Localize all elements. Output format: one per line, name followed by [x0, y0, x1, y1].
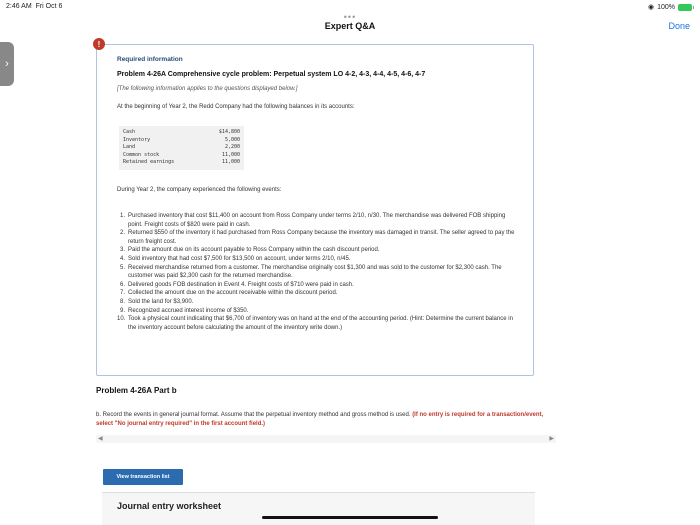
- problem-title: Problem 4-26A Comprehensive cycle problem: Perpetual system LO 4-2, 4-3, 4-4, 4-5, 4-6, 4-7: [117, 71, 426, 78]
- part-b-instruction: b. Record the events in general journal format. Assume that the perpetual inventory method and gross method is used. (If no entry is required for a transaction/event, select "No journal entry required" in the first account field.): [96, 412, 544, 427]
- list-item: 8. Sold the land for $3,900.: [119, 298, 194, 305]
- table-row: Land 2,200: [123, 144, 240, 150]
- done-button[interactable]: Done: [668, 21, 690, 31]
- horizontal-scrollbar[interactable]: [96, 435, 556, 443]
- scroll-left-icon[interactable]: ◀: [98, 436, 103, 442]
- part-b-heading: Problem 4-26A Part b: [96, 386, 177, 395]
- wifi-icon: ◉: [647, 4, 655, 11]
- table-row: Cash $14,800: [123, 129, 240, 135]
- chevron-right-icon: ›: [5, 58, 9, 70]
- worksheet-title: Journal entry worksheet: [117, 501, 222, 511]
- beginning-text: At the beginning of Year 2, the Redd Company had the following balances in its accounts:: [117, 104, 355, 110]
- status-time: 2:46 AM Fri Oct 6: [6, 3, 63, 10]
- list-item: 7. Collected the amount due on the account receivable within the discount period.: [119, 290, 338, 297]
- events-list: [117, 212, 517, 332]
- table-row: Retained earnings 11,000: [123, 159, 240, 165]
- required-info-heading: Required information: [117, 56, 183, 63]
- list-item: 5. Received merchandise returned from a customer. The merchandise originally cost $1,300 and was sold to the customer for $2,300 cash. The customer was paid $2,300 cash for the returned merchandise.: [119, 264, 502, 280]
- list-item: 3. Paid the amount due on its account payable to Ross Company within the cash discount period.: [119, 247, 380, 254]
- multitask-dots[interactable]: •••: [343, 12, 357, 22]
- info-note: [The following information applies to the questions displayed below.]: [117, 86, 298, 92]
- battery-icon: [678, 4, 692, 11]
- list-item: 9. Recognized accrued interest income of $350.: [119, 307, 249, 314]
- list-item: 10. Took a physical count indicating that $6,700 of inventory was on hand at the end of the accounting period. (Hint: Determine the current balance in the inventory account before calculating the amount of the inventory write down.): [117, 316, 513, 331]
- view-transaction-list-button[interactable]: View transaction list: [103, 469, 183, 485]
- list-item: 4. Sold inventory that had cost $7,500 for $13,500 on account, under terms 2/10, n/45.: [119, 255, 351, 262]
- table-row: Inventory 5,000: [123, 136, 240, 143]
- page-title: Expert Q&A: [324, 21, 376, 31]
- instruction-warning: (If no entry is required for a transaction/event, select "No journal entry required" in the first account field.): [96, 412, 544, 427]
- list-item: 1. Purchased inventory that cost $11,400 on account from Ross Company under terms 2/10, n/30. The merchandise was delivered FOB shipping point. Freight costs of $820 were paid in cash.: [119, 213, 506, 228]
- balances-table: [119, 126, 244, 170]
- table-row: Common stock 11,000: [123, 151, 240, 158]
- battery-percent: 100%: [657, 3, 675, 11]
- during-text: During Year 2, the company experienced the following events:: [117, 187, 282, 193]
- list-item: 2. Returned $550 of the inventory it had purchased from Ross Company because the inventory was damaged in transit. The seller agreed to pay the return freight cost.: [119, 230, 515, 245]
- home-indicator[interactable]: [262, 516, 438, 519]
- alert-icon: !: [93, 38, 105, 50]
- list-item: 6. Delivered goods FOB destination in Event 4. Freight costs of $710 were paid in cash.: [119, 281, 354, 288]
- scroll-right-icon[interactable]: ▶: [549, 436, 554, 442]
- status-right: [648, 3, 692, 11]
- side-expand-tab[interactable]: [0, 42, 14, 86]
